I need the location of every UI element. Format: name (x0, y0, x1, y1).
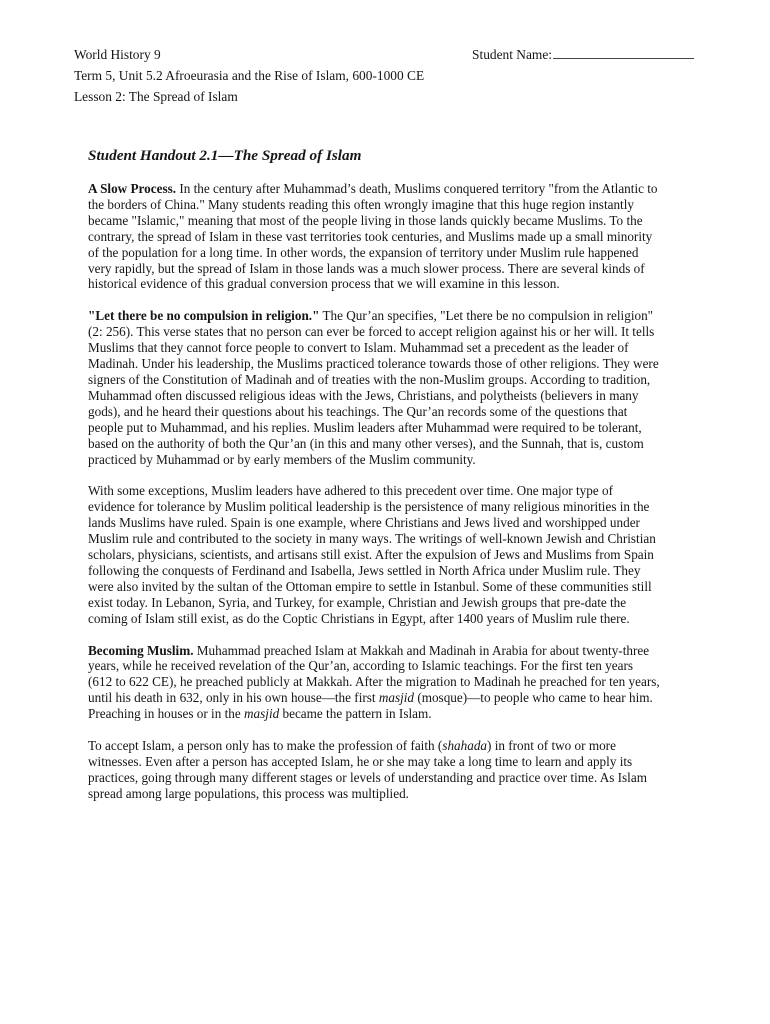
term-masjid: masjid (244, 706, 280, 722)
paragraph-text: The Qur’an specifies, "Let there be no compulsion in religion" (2: 256). This verse states that no person can ever be forced to accept religion against his or her will. It tells Muslims that they cannot force people to convert to Islam. Muhammad set a precedent as the leader of Madinah. Under his leadership, the Muslims practiced tolerance towards those of other religions. They were signers of the Constitution of Madinah and of treaties with the non-Muslim groups. According to tradition, Muhammad often discussed religious ideas with the Jews, Christians, and polytheists (believers in many gods), and he heard their questions about his teachings. The Qur’an records some of the questions that people put to Muhammad, and his replies. Muslim leaders after Muhammad were required to be tolerant, based on the authority of both the Qur’an (in this and many other verses), and the Sunnah, that is, custom practiced by Muhammad or by early members of the Muslim community. (88, 308, 659, 467)
paragraph-becoming-muslim (88, 643, 660, 723)
paragraph-text: ) in front of two or more witnesses. Even after a person has accepted Islam, he or she may take a long time to learn and apply its practices, going through many different stages or levels of understanding and practice over time. As Islam spread among large populations, this process was multiplied. (88, 738, 647, 801)
header-top-row (74, 44, 694, 65)
term-masjid: masjid (378, 690, 415, 706)
paragraph-heading: A Slow Process. (88, 181, 177, 196)
paragraph-slow-process (88, 181, 660, 292)
paragraph-accepting-islam (88, 738, 660, 802)
paragraph-text: To accept Islam, a person only has to make the profession of faith ( (88, 738, 443, 754)
paragraph-text: In the century after Muhammad’s death, Muslims conquered territory "from the Atlantic to the borders of China." Many students reading this often wrongly imagine that this huge region instantly became "Islamic," meaning that most of the people living in those lands quickly became Muslims. To the contrary, the spread of Islam in these vast territories took centuries, and Muslims made up a small minority of the population for a long time. In other words, the expansion of territory under Muslim rule happened very rapidly, but the spread of Islam in those lands was a much slower process. There are several kinds of historical evidence of this gradual conversion process that we will examine in this lesson. (88, 181, 658, 292)
paragraph-tolerance-evidence (88, 483, 660, 626)
student-name-blank[interactable] (553, 46, 694, 59)
course-title: World History 9 (74, 47, 161, 62)
paragraph-text: became the pattern in Islam. (279, 706, 432, 722)
student-name-label: Student Name: (472, 47, 552, 62)
paragraph-no-compulsion (88, 308, 660, 467)
handout-body (88, 147, 660, 818)
term-shahada: shahada (442, 738, 488, 754)
page-header (74, 44, 694, 107)
paragraph-text: Muhammad preached Islam at Makkah and Madinah in Arabia for about twenty-three years, while he received revelation of the Qur’an, according to Islamic teachings. For the first ten years (612 to 622 CE), he preached publicly at Makkah. After the migration to Madinah he preached for ten years, until his death in 632, only in his own house—the first (88, 642, 660, 706)
student-name-field[interactable] (472, 44, 694, 65)
paragraph-heading: "Let there be no compulsion in religion." (88, 308, 320, 324)
handout-title: Student Handout 2.1—The Spread of Islam (88, 147, 362, 164)
unit-title: Term 5, Unit 5.2 Afroeurasia and the Rise of Islam, 600-1000 CE (74, 68, 425, 83)
paragraph-text: (mosque)—to people who came to hear him. Preaching in houses or in the (88, 690, 653, 722)
paragraph-heading: Becoming Muslim. (88, 642, 194, 658)
lesson-title: Lesson 2: The Spread of Islam (74, 89, 238, 104)
paragraph-text: With some exceptions, Muslim leaders have adhered to this precedent over time. One major type of evidence for tolerance by Muslim political leadership is the persistence of many religious minorities in the lands Muslims have ruled. Spain is one example, where Christians and Jews lived and worshipped under Muslim rule and contributed to the society in many ways. The writings of well-known Jewish and Christian scholars, physicians, scientists, and artisans still exist. After the expulsion of Jews and Muslims from Spain following the conquests of Ferdinand and Isabella, Jews settled in North Africa under Muslim rule. They were also invited by the sultan of the Ottoman empire to settle in Istanbul. Some of these communities still exist today. In Lebanon, Syria, and Turkey, for example, Christian and Jewish groups that pre-date the coming of Islam still exist, as do the Coptic Christians in Egypt, after 1400 years of Muslim rule there. (88, 483, 656, 626)
